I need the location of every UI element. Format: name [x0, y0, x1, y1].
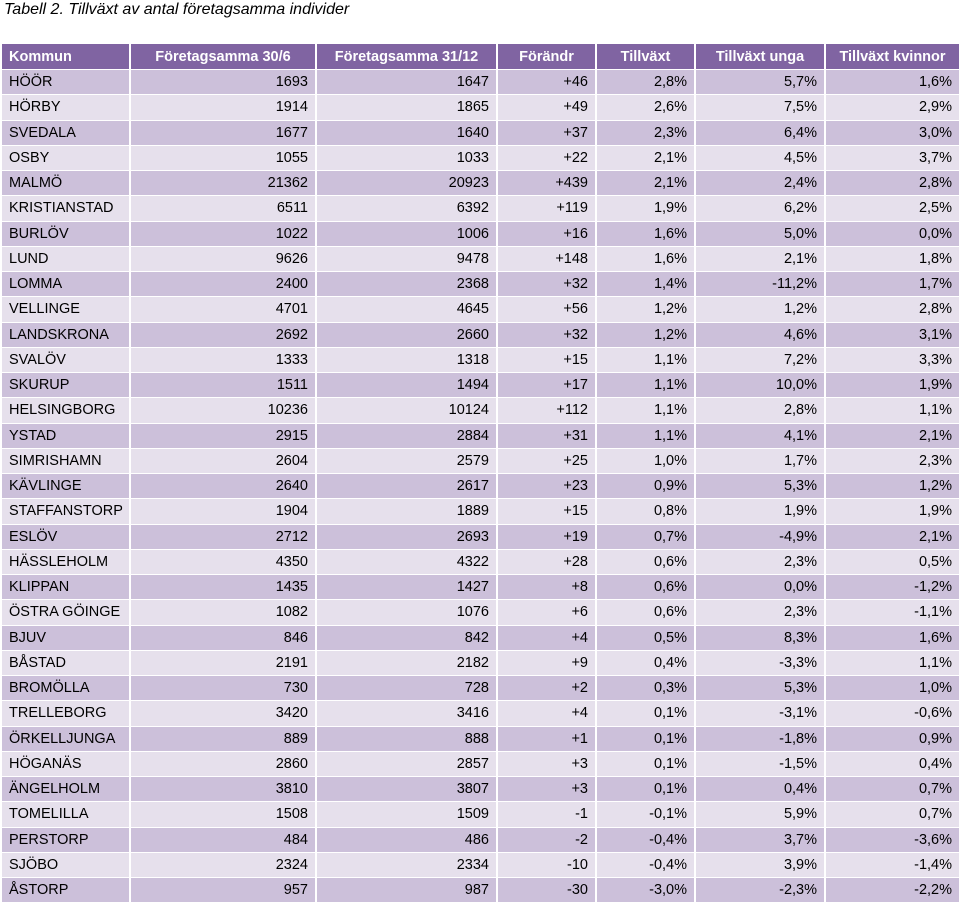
table-row — [2, 726, 959, 751]
cell-tillvaxt: 1,1% — [596, 373, 695, 398]
cell-forandr: -30 — [497, 878, 596, 903]
table-row — [2, 448, 959, 473]
cell-forandr: +15 — [497, 347, 596, 372]
cell-tillvaxt-unga: 2,3% — [695, 549, 825, 574]
cell-foretagsamma-30-6: 1693 — [130, 70, 316, 95]
cell-kommun: SKURUP — [2, 373, 130, 398]
cell-tillvaxt-kvinnor: 1,6% — [825, 625, 959, 650]
cell-tillvaxt-kvinnor: 2,1% — [825, 423, 959, 448]
cell-foretagsamma-30-6: 889 — [130, 726, 316, 751]
cell-kommun: SVALÖV — [2, 347, 130, 372]
cell-tillvaxt: 0,7% — [596, 524, 695, 549]
table-row — [2, 474, 959, 499]
cell-forandr: +3 — [497, 777, 596, 802]
cell-tillvaxt: 0,8% — [596, 499, 695, 524]
cell-foretagsamma-31-12: 1494 — [316, 373, 497, 398]
cell-tillvaxt: -0,4% — [596, 852, 695, 877]
cell-tillvaxt: 0,6% — [596, 549, 695, 574]
cell-foretagsamma-31-12: 1640 — [316, 120, 497, 145]
cell-tillvaxt-unga: 4,6% — [695, 322, 825, 347]
cell-foretagsamma-30-6: 6511 — [130, 196, 316, 221]
cell-forandr: +32 — [497, 322, 596, 347]
cell-kommun: LANDSKRONA — [2, 322, 130, 347]
cell-tillvaxt-kvinnor: 0,0% — [825, 221, 959, 246]
cell-kommun: MALMÖ — [2, 171, 130, 196]
cell-forandr: +28 — [497, 549, 596, 574]
cell-tillvaxt-kvinnor: 2,1% — [825, 524, 959, 549]
table-row — [2, 827, 959, 852]
cell-kommun: SIMRISHAMN — [2, 448, 130, 473]
cell-foretagsamma-31-12: 1318 — [316, 347, 497, 372]
cell-kommun: OSBY — [2, 145, 130, 170]
cell-foretagsamma-31-12: 2368 — [316, 272, 497, 297]
cell-forandr: +9 — [497, 650, 596, 675]
cell-tillvaxt: -0,4% — [596, 827, 695, 852]
cell-kommun: ESLÖV — [2, 524, 130, 549]
cell-forandr: +15 — [497, 499, 596, 524]
cell-forandr: +1 — [497, 726, 596, 751]
cell-tillvaxt-kvinnor: 1,7% — [825, 272, 959, 297]
cell-foretagsamma-30-6: 4701 — [130, 297, 316, 322]
table-row — [2, 145, 959, 170]
cell-kommun: LOMMA — [2, 272, 130, 297]
cell-foretagsamma-31-12: 2693 — [316, 524, 497, 549]
cell-tillvaxt-unga: 2,4% — [695, 171, 825, 196]
cell-foretagsamma-31-12: 2884 — [316, 423, 497, 448]
table-row — [2, 246, 959, 271]
cell-foretagsamma-30-6: 730 — [130, 676, 316, 701]
cell-foretagsamma-30-6: 1677 — [130, 120, 316, 145]
table-row — [2, 499, 959, 524]
cell-tillvaxt-kvinnor: 1,9% — [825, 373, 959, 398]
cell-tillvaxt-kvinnor: -0,6% — [825, 701, 959, 726]
cell-kommun: ÅSTORP — [2, 878, 130, 903]
table-row — [2, 676, 959, 701]
cell-foretagsamma-30-6: 2400 — [130, 272, 316, 297]
cell-forandr: +49 — [497, 95, 596, 120]
column-header-kommun: Kommun — [2, 44, 130, 70]
cell-tillvaxt-kvinnor: 3,7% — [825, 145, 959, 170]
cell-foretagsamma-31-12: 1033 — [316, 145, 497, 170]
table-row — [2, 777, 959, 802]
cell-tillvaxt-unga: -4,9% — [695, 524, 825, 549]
table-row — [2, 398, 959, 423]
table-row — [2, 70, 959, 95]
cell-foretagsamma-31-12: 2617 — [316, 474, 497, 499]
cell-foretagsamma-31-12: 1865 — [316, 95, 497, 120]
cell-forandr: +46 — [497, 70, 596, 95]
cell-foretagsamma-30-6: 3810 — [130, 777, 316, 802]
cell-foretagsamma-31-12: 2579 — [316, 448, 497, 473]
table-caption: Tabell 2. Tillväxt av antal företagsamma individer — [4, 1, 350, 18]
table-row — [2, 423, 959, 448]
cell-foretagsamma-30-6: 2604 — [130, 448, 316, 473]
cell-tillvaxt-unga: 1,9% — [695, 499, 825, 524]
cell-kommun: SVEDALA — [2, 120, 130, 145]
cell-foretagsamma-30-6: 2712 — [130, 524, 316, 549]
table-row — [2, 625, 959, 650]
cell-forandr: +8 — [497, 575, 596, 600]
cell-forandr: +25 — [497, 448, 596, 473]
cell-forandr: +148 — [497, 246, 596, 271]
cell-tillvaxt-kvinnor: 0,7% — [825, 777, 959, 802]
cell-tillvaxt: 1,6% — [596, 246, 695, 271]
cell-foretagsamma-30-6: 484 — [130, 827, 316, 852]
column-header-forandr: Förändr — [497, 44, 596, 70]
cell-foretagsamma-31-12: 2857 — [316, 751, 497, 776]
cell-foretagsamma-31-12: 6392 — [316, 196, 497, 221]
cell-forandr: +23 — [497, 474, 596, 499]
cell-foretagsamma-30-6: 957 — [130, 878, 316, 903]
cell-forandr: +4 — [497, 701, 596, 726]
cell-foretagsamma-30-6: 1333 — [130, 347, 316, 372]
cell-tillvaxt-kvinnor: 0,7% — [825, 802, 959, 827]
table-row — [2, 802, 959, 827]
cell-foretagsamma-31-12: 1006 — [316, 221, 497, 246]
cell-tillvaxt-unga: 7,5% — [695, 95, 825, 120]
column-header-tillvaxt: Tillväxt — [596, 44, 695, 70]
cell-foretagsamma-30-6: 1055 — [130, 145, 316, 170]
cell-foretagsamma-31-12: 3416 — [316, 701, 497, 726]
cell-forandr: +3 — [497, 751, 596, 776]
cell-foretagsamma-30-6: 9626 — [130, 246, 316, 271]
cell-foretagsamma-30-6: 1435 — [130, 575, 316, 600]
cell-tillvaxt: 0,1% — [596, 701, 695, 726]
table-row — [2, 751, 959, 776]
table-row — [2, 322, 959, 347]
table-row — [2, 549, 959, 574]
cell-tillvaxt: 0,1% — [596, 751, 695, 776]
cell-kommun: BURLÖV — [2, 221, 130, 246]
cell-kommun: HÖRBY — [2, 95, 130, 120]
cell-tillvaxt: 1,1% — [596, 423, 695, 448]
cell-tillvaxt-unga: 0,0% — [695, 575, 825, 600]
cell-tillvaxt-kvinnor: 2,8% — [825, 297, 959, 322]
cell-foretagsamma-30-6: 1022 — [130, 221, 316, 246]
cell-tillvaxt: 0,3% — [596, 676, 695, 701]
cell-tillvaxt-unga: 1,7% — [695, 448, 825, 473]
cell-tillvaxt: 1,0% — [596, 448, 695, 473]
cell-foretagsamma-31-12: 1076 — [316, 600, 497, 625]
header-row — [2, 44, 959, 70]
cell-foretagsamma-30-6: 1904 — [130, 499, 316, 524]
cell-kommun: HÖGANÄS — [2, 751, 130, 776]
cell-foretagsamma-31-12: 3807 — [316, 777, 497, 802]
cell-foretagsamma-31-12: 1509 — [316, 802, 497, 827]
cell-kommun: HÄSSLEHOLM — [2, 549, 130, 574]
table-row — [2, 95, 959, 120]
cell-tillvaxt-unga: 5,7% — [695, 70, 825, 95]
cell-tillvaxt: 2,1% — [596, 171, 695, 196]
cell-foretagsamma-30-6: 1511 — [130, 373, 316, 398]
cell-forandr: +37 — [497, 120, 596, 145]
cell-foretagsamma-31-12: 888 — [316, 726, 497, 751]
table-row — [2, 575, 959, 600]
cell-tillvaxt: -3,0% — [596, 878, 695, 903]
cell-kommun: TOMELILLA — [2, 802, 130, 827]
cell-forandr: +119 — [497, 196, 596, 221]
cell-kommun: KLIPPAN — [2, 575, 130, 600]
cell-tillvaxt-unga: 7,2% — [695, 347, 825, 372]
cell-foretagsamma-30-6: 2640 — [130, 474, 316, 499]
cell-forandr: +17 — [497, 373, 596, 398]
table-row — [2, 373, 959, 398]
cell-forandr: +19 — [497, 524, 596, 549]
cell-tillvaxt: 0,1% — [596, 777, 695, 802]
cell-foretagsamma-31-12: 842 — [316, 625, 497, 650]
cell-tillvaxt: -0,1% — [596, 802, 695, 827]
cell-foretagsamma-30-6: 2692 — [130, 322, 316, 347]
cell-kommun: SJÖBO — [2, 852, 130, 877]
cell-foretagsamma-30-6: 2324 — [130, 852, 316, 877]
cell-tillvaxt: 1,9% — [596, 196, 695, 221]
cell-kommun: YSTAD — [2, 423, 130, 448]
cell-tillvaxt-unga: 0,4% — [695, 777, 825, 802]
cell-tillvaxt-kvinnor: 1,2% — [825, 474, 959, 499]
cell-foretagsamma-31-12: 9478 — [316, 246, 497, 271]
cell-foretagsamma-31-12: 2182 — [316, 650, 497, 675]
cell-tillvaxt-kvinnor: 1,1% — [825, 398, 959, 423]
cell-tillvaxt-unga: 3,9% — [695, 852, 825, 877]
growth-table — [2, 44, 959, 903]
cell-foretagsamma-30-6: 10236 — [130, 398, 316, 423]
cell-kommun: BROMÖLLA — [2, 676, 130, 701]
cell-tillvaxt: 1,1% — [596, 398, 695, 423]
cell-tillvaxt-unga: 5,9% — [695, 802, 825, 827]
cell-forandr: -2 — [497, 827, 596, 852]
cell-tillvaxt-unga: 10,0% — [695, 373, 825, 398]
column-header-foretagsamma-30-6: Företagsamma 30/6 — [130, 44, 316, 70]
cell-tillvaxt-unga: -3,3% — [695, 650, 825, 675]
table-row — [2, 524, 959, 549]
table-row — [2, 196, 959, 221]
cell-tillvaxt: 2,3% — [596, 120, 695, 145]
cell-tillvaxt: 1,2% — [596, 297, 695, 322]
cell-tillvaxt-kvinnor: 0,9% — [825, 726, 959, 751]
cell-tillvaxt-unga: 2,1% — [695, 246, 825, 271]
cell-foretagsamma-30-6: 2860 — [130, 751, 316, 776]
cell-foretagsamma-31-12: 1647 — [316, 70, 497, 95]
cell-kommun: HELSINGBORG — [2, 398, 130, 423]
cell-foretagsamma-31-12: 2334 — [316, 852, 497, 877]
cell-kommun: VELLINGE — [2, 297, 130, 322]
cell-forandr: +6 — [497, 600, 596, 625]
cell-tillvaxt: 1,1% — [596, 347, 695, 372]
cell-kommun: KRISTIANSTAD — [2, 196, 130, 221]
cell-tillvaxt-kvinnor: -1,2% — [825, 575, 959, 600]
table-row — [2, 852, 959, 877]
cell-foretagsamma-30-6: 1914 — [130, 95, 316, 120]
cell-forandr: +4 — [497, 625, 596, 650]
cell-tillvaxt-unga: -11,2% — [695, 272, 825, 297]
cell-tillvaxt: 1,2% — [596, 322, 695, 347]
cell-tillvaxt: 0,6% — [596, 575, 695, 600]
cell-forandr: +112 — [497, 398, 596, 423]
cell-foretagsamma-30-6: 2191 — [130, 650, 316, 675]
cell-tillvaxt-kvinnor: -3,6% — [825, 827, 959, 852]
cell-tillvaxt-kvinnor: 3,0% — [825, 120, 959, 145]
cell-tillvaxt: 0,5% — [596, 625, 695, 650]
cell-tillvaxt-unga: 6,4% — [695, 120, 825, 145]
table-body — [2, 70, 959, 903]
cell-kommun: BJUV — [2, 625, 130, 650]
table-row — [2, 347, 959, 372]
table-row — [2, 120, 959, 145]
cell-foretagsamma-30-6: 1508 — [130, 802, 316, 827]
cell-tillvaxt-unga: -2,3% — [695, 878, 825, 903]
cell-tillvaxt: 0,6% — [596, 600, 695, 625]
cell-tillvaxt: 0,9% — [596, 474, 695, 499]
cell-foretagsamma-31-12: 728 — [316, 676, 497, 701]
cell-foretagsamma-30-6: 2915 — [130, 423, 316, 448]
cell-tillvaxt-kvinnor: 1,9% — [825, 499, 959, 524]
cell-foretagsamma-30-6: 21362 — [130, 171, 316, 196]
cell-tillvaxt-unga: 6,2% — [695, 196, 825, 221]
cell-tillvaxt: 0,4% — [596, 650, 695, 675]
cell-foretagsamma-31-12: 1427 — [316, 575, 497, 600]
table-row — [2, 171, 959, 196]
cell-tillvaxt: 2,8% — [596, 70, 695, 95]
cell-tillvaxt-kvinnor: 2,5% — [825, 196, 959, 221]
cell-tillvaxt: 1,4% — [596, 272, 695, 297]
cell-tillvaxt-unga: 2,3% — [695, 600, 825, 625]
cell-forandr: +22 — [497, 145, 596, 170]
cell-kommun: BÅSTAD — [2, 650, 130, 675]
cell-forandr: +31 — [497, 423, 596, 448]
cell-tillvaxt-kvinnor: 1,1% — [825, 650, 959, 675]
cell-tillvaxt: 0,1% — [596, 726, 695, 751]
cell-tillvaxt-unga: 3,7% — [695, 827, 825, 852]
cell-tillvaxt-kvinnor: 2,9% — [825, 95, 959, 120]
cell-forandr: +2 — [497, 676, 596, 701]
cell-forandr: +439 — [497, 171, 596, 196]
cell-kommun: HÖÖR — [2, 70, 130, 95]
table-row — [2, 272, 959, 297]
cell-kommun: PERSTORP — [2, 827, 130, 852]
cell-tillvaxt-kvinnor: 0,5% — [825, 549, 959, 574]
cell-kommun: ÄNGELHOLM — [2, 777, 130, 802]
cell-foretagsamma-31-12: 1889 — [316, 499, 497, 524]
cell-tillvaxt-kvinnor: 1,6% — [825, 70, 959, 95]
table-row — [2, 600, 959, 625]
cell-tillvaxt-unga: 2,8% — [695, 398, 825, 423]
cell-foretagsamma-31-12: 2660 — [316, 322, 497, 347]
cell-foretagsamma-31-12: 4645 — [316, 297, 497, 322]
cell-forandr: +16 — [497, 221, 596, 246]
cell-kommun: KÄVLINGE — [2, 474, 130, 499]
cell-tillvaxt-kvinnor: 3,1% — [825, 322, 959, 347]
cell-tillvaxt-kvinnor: -1,4% — [825, 852, 959, 877]
cell-tillvaxt-unga: 1,2% — [695, 297, 825, 322]
cell-forandr: +32 — [497, 272, 596, 297]
cell-tillvaxt-unga: 5,0% — [695, 221, 825, 246]
cell-foretagsamma-31-12: 10124 — [316, 398, 497, 423]
column-header-foretagsamma-31-12: Företagsamma 31/12 — [316, 44, 497, 70]
cell-foretagsamma-30-6: 846 — [130, 625, 316, 650]
cell-tillvaxt-kvinnor: 3,3% — [825, 347, 959, 372]
cell-foretagsamma-30-6: 3420 — [130, 701, 316, 726]
cell-tillvaxt-unga: -1,8% — [695, 726, 825, 751]
cell-tillvaxt-kvinnor: -2,2% — [825, 878, 959, 903]
cell-foretagsamma-31-12: 20923 — [316, 171, 497, 196]
cell-tillvaxt-unga: 4,5% — [695, 145, 825, 170]
table-row — [2, 650, 959, 675]
cell-tillvaxt-unga: 8,3% — [695, 625, 825, 650]
column-header-tillvaxt-kvinnor: Tillväxt kvinnor — [825, 44, 959, 70]
cell-tillvaxt-kvinnor: 1,0% — [825, 676, 959, 701]
cell-tillvaxt-unga: -3,1% — [695, 701, 825, 726]
table-row — [2, 701, 959, 726]
cell-kommun: TRELLEBORG — [2, 701, 130, 726]
table-row — [2, 878, 959, 903]
cell-foretagsamma-30-6: 4350 — [130, 549, 316, 574]
column-header-tillvaxt-unga: Tillväxt unga — [695, 44, 825, 70]
cell-forandr: -1 — [497, 802, 596, 827]
cell-kommun: ÖSTRA GÖINGE — [2, 600, 130, 625]
cell-foretagsamma-31-12: 486 — [316, 827, 497, 852]
cell-tillvaxt-kvinnor: 2,3% — [825, 448, 959, 473]
cell-forandr: +56 — [497, 297, 596, 322]
cell-tillvaxt-kvinnor: 2,8% — [825, 171, 959, 196]
cell-foretagsamma-31-12: 987 — [316, 878, 497, 903]
cell-foretagsamma-31-12: 4322 — [316, 549, 497, 574]
cell-foretagsamma-30-6: 1082 — [130, 600, 316, 625]
cell-kommun: ÖRKELLJUNGA — [2, 726, 130, 751]
cell-tillvaxt-unga: 5,3% — [695, 474, 825, 499]
cell-tillvaxt-kvinnor: 0,4% — [825, 751, 959, 776]
cell-tillvaxt: 2,1% — [596, 145, 695, 170]
cell-tillvaxt-kvinnor: -1,1% — [825, 600, 959, 625]
table-row — [2, 297, 959, 322]
cell-tillvaxt: 2,6% — [596, 95, 695, 120]
cell-tillvaxt-kvinnor: 1,8% — [825, 246, 959, 271]
cell-tillvaxt: 1,6% — [596, 221, 695, 246]
table-row — [2, 221, 959, 246]
cell-tillvaxt-unga: 4,1% — [695, 423, 825, 448]
cell-kommun: STAFFANSTORP — [2, 499, 130, 524]
cell-kommun: LUND — [2, 246, 130, 271]
cell-tillvaxt-unga: -1,5% — [695, 751, 825, 776]
cell-forandr: -10 — [497, 852, 596, 877]
cell-tillvaxt-unga: 5,3% — [695, 676, 825, 701]
